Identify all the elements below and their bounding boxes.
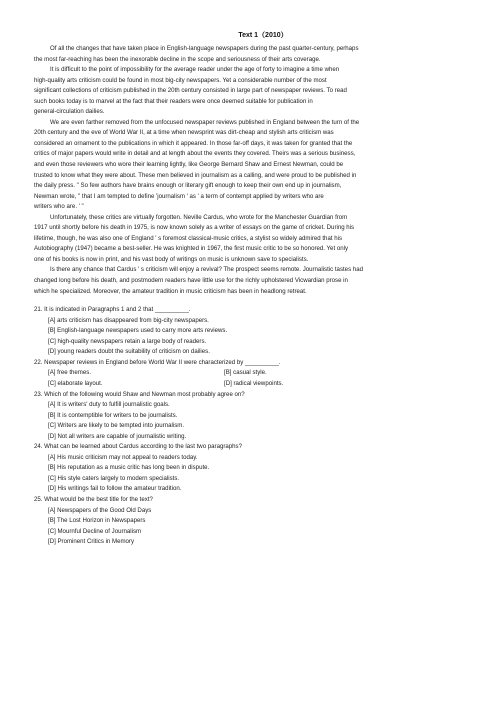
option-row [48, 379, 492, 390]
answer-option-d[interactable]: [D] radical viewpoints. [224, 379, 284, 387]
answer-option-c[interactable]: [C] His style caters largely to modern specialists. [48, 474, 180, 482]
answer-option-c[interactable]: [C] elaborate layout. [48, 379, 103, 387]
passage-line: writers who are. ' " [34, 203, 84, 211]
passage [34, 44, 492, 297]
passage-line: 1917 until shortly before his death in 1975, is now known solely as a writer of essays on the game of cricket. During his [34, 224, 355, 232]
question-stem: 22. Newspaper reviews in England before World War II were characterized by __________. [34, 358, 281, 366]
question-21 [34, 305, 492, 358]
answer-option-b[interactable]: [B] casual style. [224, 369, 267, 377]
passage-line: general-circulation dailies. [34, 108, 105, 116]
passage-line: 20th century and the eve of World War II, at a time when newsprint was dirt-cheap and stylish arts criticism was [34, 129, 334, 137]
answer-option-a[interactable]: [A] arts criticism has disappeared from big-city newspapers. [48, 316, 209, 324]
question-stem: 23. Which of the following would Shaw and Newman most probably agree on? [34, 390, 245, 398]
section-gap [34, 297, 492, 305]
answer-option-d[interactable]: [D] Prominent Critics in Memory [48, 538, 135, 546]
answer-option-b[interactable]: [B] It is contemptible for writers to be journalists. [48, 411, 178, 419]
passage-line: significant collections of criticism published in the 20th century consisted in large part of newspaper reviews. To read [34, 87, 347, 95]
answer-option-b[interactable]: [B] The Lost Horizon in Newspapers [48, 517, 146, 525]
answer-option-a[interactable]: [A] It is writers' duty to fulfill journalistic goals. [48, 401, 170, 409]
passage-line: which he specialized. Moreover, the amateur tradition in music criticism has been in headlong retreat. [34, 287, 307, 295]
answer-option-c[interactable]: [C] high-quality newspapers retain a large body of readers. [48, 337, 207, 345]
passage-line: one of his books is now in print, and his vast body of writings on music is unknown save to specialists. [34, 255, 309, 263]
question-22 [34, 358, 492, 390]
passage-line: considered an ornament to the publications in which it appeared. In those far-off days, it was taken for granted that the [34, 139, 353, 147]
passage-line: lifetime, though, he was also one of England ' s foremost classical-music critics, a stylist so widely admired that his [34, 234, 343, 242]
passage-line: the most far-reaching has been the inexorable decline in the scope and seriousness of their arts coverage. [34, 55, 321, 63]
passage-line: critics of major papers would write in detail and at length about the events they covered. Theirs was a serious business, [34, 150, 356, 158]
passage-line: the daily press. " So few authors have brains enough or literary gift enough to keep their own end up in journalism, [34, 182, 342, 190]
answer-option-b[interactable]: [B] His reputation as a music critic has long been in dispute. [48, 464, 210, 472]
question-23 [34, 390, 492, 443]
passage-line: Of all the changes that have taken place in English-language newspapers during the past quarter-century, perhaps [50, 45, 359, 52]
answer-option-d[interactable]: [D] Not all writers are capable of journalistic writing. [48, 432, 187, 440]
answer-option-a[interactable]: [A] His music criticism may not appeal to readers today. [48, 453, 198, 461]
answer-option-c[interactable]: [C] Writers are likely to be tempted into journalism. [48, 422, 185, 430]
passage-line: Newman wrote, " that I am tempted to define 'journalism ' as ' a term of contempt applied by writers who are [34, 192, 324, 200]
passage-line: such books today is to marvel at the fact that their readers were once deemed suitable for publication in [34, 97, 313, 105]
passage-line: Is there any chance that Cardus ' s criticism will enjoy a revival? The prospect seems remote. Journalistic tastes had [50, 266, 363, 274]
passage-line: and even those reviewers who wore their learning lightly, like George Bernard Shaw and Ernest Newman, could be [34, 161, 344, 169]
answer-option-a[interactable]: [A] free themes. [48, 369, 92, 377]
passage-line: trusted to know what they were about. These men believed in journalism as a calling, and were proud to be published in [34, 171, 357, 179]
passage-line: Autobiography (1947) became a best-seller. He was knighted in 1967, the first music critic to be so honored. Yet only [34, 245, 349, 253]
answer-option-b[interactable]: [B] English-language newspapers used to carry more arts reviews. [48, 327, 228, 335]
question-stem: 21. It is indicated in Paragraphs 1 and 2 that __________. [34, 306, 191, 314]
passage-line: It is difficult to the point of impossibility for the average reader under the age of forty to imagine a time when [50, 66, 340, 74]
answer-option-d[interactable]: [D] His writings fail to follow the amateur tradition. [48, 485, 182, 493]
answer-option-d[interactable]: [D] young readers doubt the suitability of criticism on dailies. [48, 348, 210, 356]
passage-line: Unfortunately, these critics are virtually forgotten. Neville Cardus, who wrote for the Manchester Guardian from [50, 213, 348, 221]
option-row [48, 368, 492, 379]
question-25 [34, 495, 492, 548]
question-stem: 24. What can be learned about Cardus according to the last two paragraphs? [34, 443, 242, 451]
passage-line: We are even farther removed from the unfocused newspaper reviews published in England between the turn of the [50, 118, 360, 126]
passage-line: high-quality arts criticism could be found in most big-city newspapers. Yet a considerable number of the most [34, 76, 327, 84]
question-24 [34, 442, 492, 495]
answer-option-a[interactable]: [A] Newspapers of the Good Old Days [48, 506, 152, 514]
question-stem: 25. What would be the best title for the text? [34, 495, 153, 503]
answer-option-c[interactable]: [C] Mournful Decline of Journalism [48, 527, 142, 535]
passage-line: changed long before his death, and postmodern readers have little use for the richly upholstered Vicwardian prose in [34, 277, 348, 285]
document-title: Text 1（2010） [238, 32, 288, 39]
